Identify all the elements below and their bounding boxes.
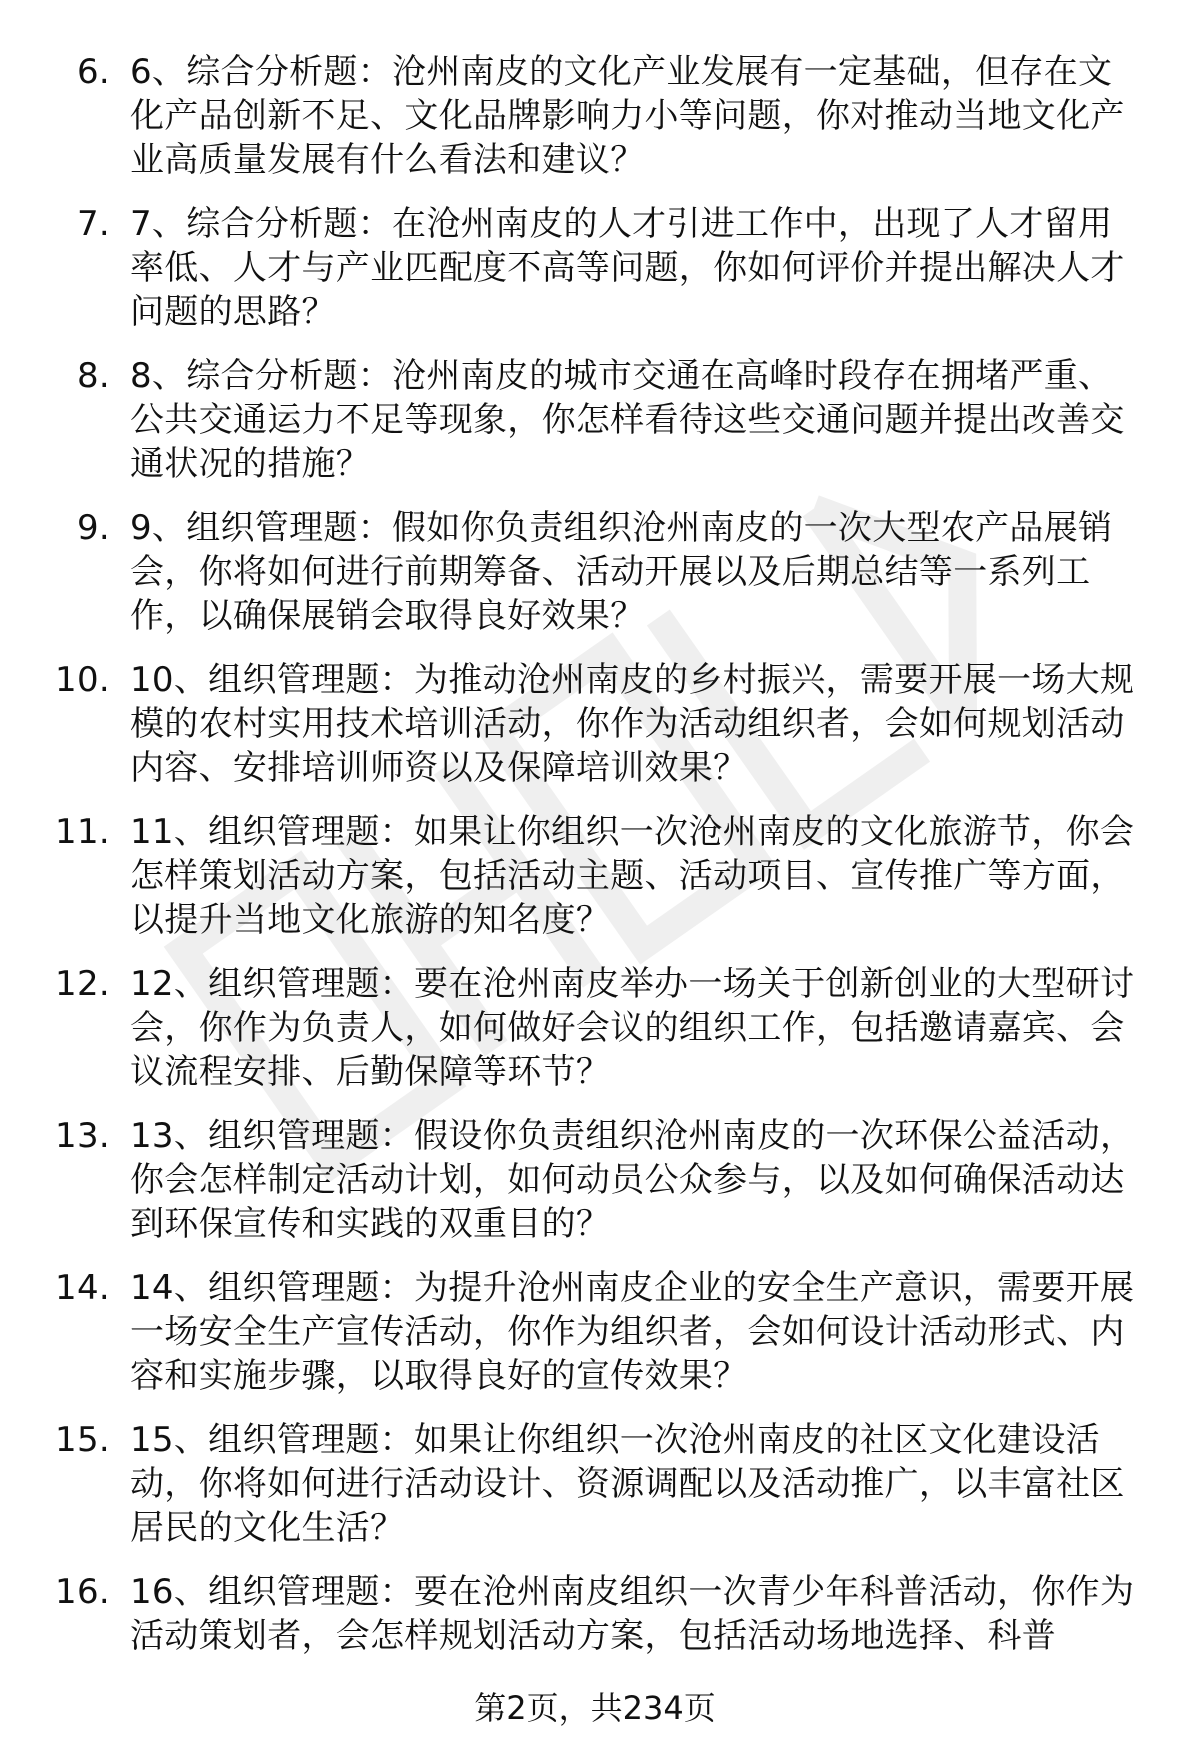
list-item-text: 14、组织管理题：为提升沧州南皮企业的安全生产意识，需要开展一场安全生产宣传活动，你作为组织者，会如何设计活动形式、内容和实施步骤，以取得良好的宣传效果？ [130,1268,1135,1396]
list-item [0,1114,1190,1246]
page-number: 第2页，共234页 [474,1689,716,1727]
list-item-text: 13、组织管理题：假设你负责组织沧州南皮的一次环保公益活动，你会怎样制定活动计划，如何动员公众参与，以及如何确保活动达到环保宣传和实践的双重目的？ [130,1116,1135,1244]
list-item-text: 15、组织管理题：如果让你组织一次沧州南皮的社区文化建设活动，你将如何进行活动设计、资源调配以及活动推广，以丰富社区居民的文化生活？ [130,1420,1125,1548]
list-item [0,202,1190,334]
list-item-number: 14. [55,1268,110,1308]
list-item-text: 9、组织管理题：假如你负责组织沧州南皮的一次大型农产品展销会，你将如何进行前期筹备、活动开展以及后期总结等一系列工作，以确保展销会取得良好效果？ [130,508,1113,636]
list-item [0,1266,1190,1398]
list-item-number: 13. [55,1116,110,1156]
list-item [0,506,1190,638]
list-item-text: 6、综合分析题：沧州南皮的文化产业发展有一定基础，但存在文化产品创新不足、文化品牌影响力小等问题，你对推动当地文化产业高质量发展有什么看法和建议？ [130,52,1125,180]
list-item [0,1418,1190,1550]
list-item-number: 10. [55,660,110,700]
list-item-number: 11. [55,812,110,852]
list-item-number: 7. [76,204,110,244]
list-item-text: 8、综合分析题：沧州南皮的城市交通在高峰时段存在拥堵严重、公共交通运力不足等现象，你怎样看待这些交通问题并提出改善交通状况的措施？ [130,356,1125,484]
question-list [0,50,1190,1678]
list-item [0,658,1190,790]
list-item [0,1570,1190,1658]
list-item-number: 9. [76,508,110,548]
list-item-text: 11、组织管理题：如果让你组织一次沧州南皮的文化旅游节，你会怎样策划活动方案，包括活动主题、活动项目、宣传推广等方面，以提升当地文化旅游的知名度？ [130,812,1135,940]
list-item [0,810,1190,942]
list-item [0,962,1190,1094]
list-item [0,354,1190,486]
list-item-text: 12、组织管理题：要在沧州南皮举办一场关于创新创业的大型研讨会，你作为负责人，如何做好会议的组织工作，包括邀请嘉宾、会议流程安排、后勤保障等环节？ [130,964,1135,1092]
list-item-number: 12. [55,964,110,1004]
list-item-number: 16. [55,1572,110,1612]
list-item-text: 16、组织管理题：要在沧州南皮组织一次青少年科普活动，你作为活动策划者，会怎样规划活动方案，包括活动场地选择、科普 [130,1572,1135,1656]
list-item-text: 10、组织管理题：为推动沧州南皮的乡村振兴，需要开展一场大规模的农村实用技术培训活动，你作为活动组织者，会如何规划活动内容、安排培训师资以及保障培训效果？ [130,660,1135,788]
list-item-number: 15. [55,1420,110,1460]
list-item-text: 7、综合分析题：在沧州南皮的人才引进工作中，出现了人才留用率低、人才与产业匹配度不高等问题，你如何评价并提出解决人才问题的思路？ [130,204,1125,332]
list-item [0,50,1190,182]
list-item-number: 8. [76,356,110,396]
list-item-number: 6. [76,52,110,92]
